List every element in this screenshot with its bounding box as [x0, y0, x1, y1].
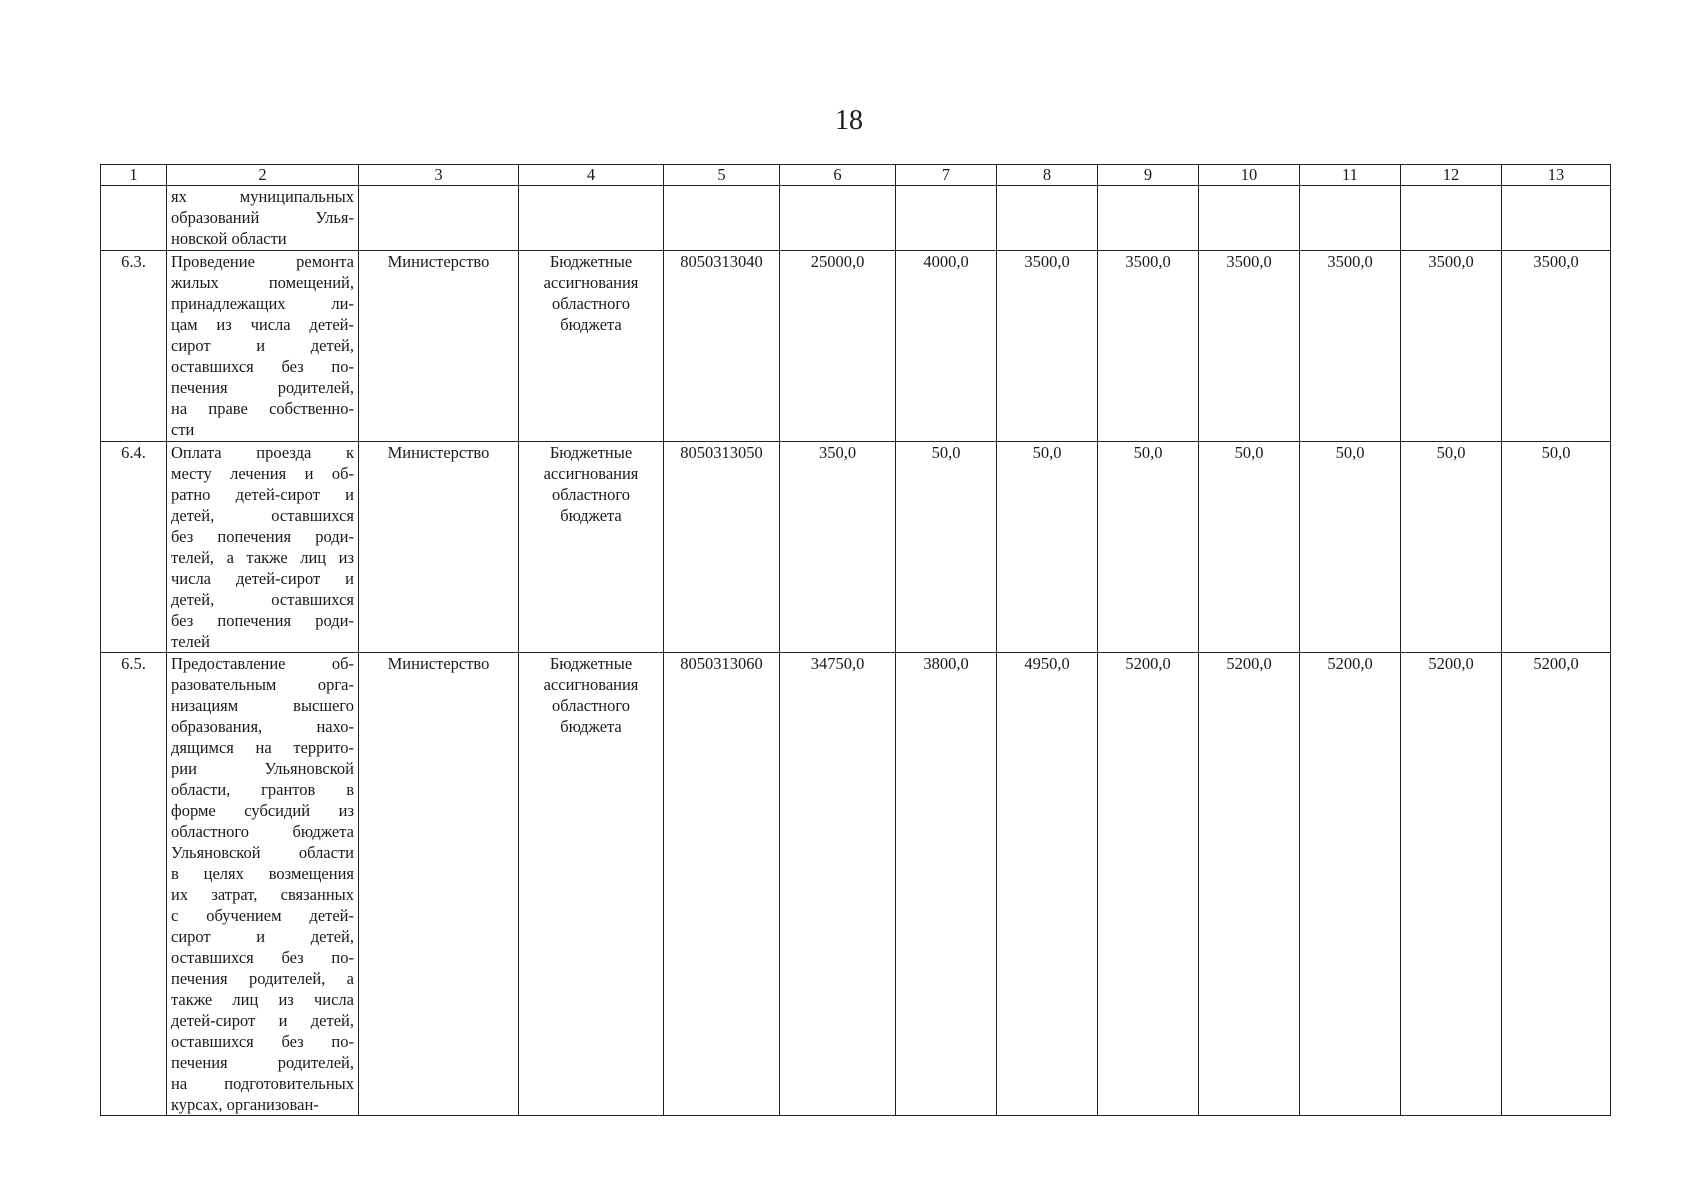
description-line: принадлежащих ли- [171, 294, 354, 313]
cell-value: 3500,0 [997, 251, 1098, 442]
cell-source: Бюджетные ассигнования областного бюджета [519, 653, 664, 1116]
cell-value: 4950,0 [997, 653, 1098, 1116]
description-line: низациям высшего [171, 696, 354, 715]
cell-value [1401, 186, 1502, 251]
description-line: печения родителей, [171, 378, 354, 397]
cell-value: 3500,0 [1199, 251, 1300, 442]
description-line: Ульяновской области [171, 843, 354, 862]
description-line: на праве собственно- [171, 399, 354, 418]
cell-value: 3500,0 [1098, 251, 1199, 442]
cell-value: 3800,0 [896, 653, 997, 1116]
cell-value: 4000,0 [896, 251, 997, 442]
cell-executor [359, 186, 519, 251]
cell-num: 6.4. [101, 442, 167, 653]
description-line: телей, а также лиц из [171, 548, 354, 567]
column-header-2: 2 [167, 165, 359, 186]
cell-value: 5200,0 [1401, 653, 1502, 1116]
cell-executor: Министерство [359, 251, 519, 442]
cell-value: 34750,0 [780, 653, 896, 1116]
description-line: разовательным орга- [171, 675, 354, 694]
cell-value: 3500,0 [1502, 251, 1611, 442]
cell-value: 3500,0 [1401, 251, 1502, 442]
cell-value [1098, 186, 1199, 251]
description-line: ратно детей-сирот и [171, 485, 354, 504]
description-line: форме субсидий из [171, 801, 354, 820]
description-line: в целях возмещения [171, 864, 354, 883]
cell-value: 50,0 [997, 442, 1098, 653]
cell-value [997, 186, 1098, 251]
cell-description [167, 251, 359, 442]
cell-value: 25000,0 [780, 251, 896, 442]
description-line: детей-сирот и детей, [171, 1011, 354, 1030]
description-line: новской области [171, 229, 287, 248]
column-header-5: 5 [664, 165, 780, 186]
page-number: 18 [835, 105, 863, 136]
description-line: детей, оставшихся [171, 590, 354, 609]
description-line: с обучением детей- [171, 906, 354, 925]
description-line: курсах, организован- [171, 1095, 319, 1114]
description-line: образования, нахо- [171, 717, 354, 736]
cell-value: 50,0 [1502, 442, 1611, 653]
column-header-6: 6 [780, 165, 896, 186]
description-line: печения родителей, а [171, 969, 354, 988]
cell-description [167, 186, 359, 251]
description-line: оставшихся без по- [171, 357, 354, 376]
description-line: телей [171, 632, 210, 651]
description-line: без попечения роди- [171, 611, 354, 630]
description-line: цам из числа детей- [171, 315, 354, 334]
cell-value: 50,0 [1401, 442, 1502, 653]
description-line: сирот и детей, [171, 336, 354, 355]
cell-description [167, 442, 359, 653]
description-line: детей, оставшихся [171, 506, 354, 525]
cell-num: 6.3. [101, 251, 167, 442]
description-line: на подготовительных [171, 1074, 354, 1093]
cell-value: 3500,0 [1300, 251, 1401, 442]
description-line: их затрат, связанных [171, 885, 354, 904]
table-row-continuation [101, 186, 1611, 251]
cell-description [167, 653, 359, 1116]
description-line: оставшихся без по- [171, 948, 354, 967]
cell-value: 50,0 [1300, 442, 1401, 653]
cell-value: 50,0 [896, 442, 997, 653]
description-line: ях муниципальных [171, 187, 354, 206]
column-header-12: 12 [1401, 165, 1502, 186]
description-line: также лиц из числа [171, 990, 354, 1009]
cell-value [1199, 186, 1300, 251]
cell-code: 8050313050 [664, 442, 780, 653]
description-line: рии Ульяновской [171, 759, 354, 778]
cell-value [1300, 186, 1401, 251]
description-line: числа детей-сирот и [171, 569, 354, 588]
description-line: области, грантов в [171, 780, 354, 799]
cell-executor: Министерство [359, 442, 519, 653]
cell-code: 8050313060 [664, 653, 780, 1116]
column-header-11: 11 [1300, 165, 1401, 186]
cell-executor: Министерство [359, 653, 519, 1116]
cell-source: Бюджетные ассигнования областного бюджета [519, 442, 664, 653]
column-header-9: 9 [1098, 165, 1199, 186]
cell-value: 50,0 [1199, 442, 1300, 653]
description-line: жилых помещений, [171, 273, 354, 292]
column-header-13: 13 [1502, 165, 1611, 186]
description-line: печения родителей, [171, 1053, 354, 1072]
cell-value [896, 186, 997, 251]
table-row [101, 653, 1611, 1116]
cell-num [101, 186, 167, 251]
description-line: сирот и детей, [171, 927, 354, 946]
cell-value: 5200,0 [1098, 653, 1199, 1116]
cell-value: 5200,0 [1199, 653, 1300, 1116]
table-row [101, 442, 1611, 653]
description-line: дящимся на террито- [171, 738, 354, 757]
cell-value: 5200,0 [1300, 653, 1401, 1116]
cell-value [780, 186, 896, 251]
column-header-4: 4 [519, 165, 664, 186]
table-row [101, 251, 1611, 442]
cell-num: 6.5. [101, 653, 167, 1116]
description-line: областного бюджета [171, 822, 354, 841]
description-line: Оплата проезда к [171, 443, 354, 462]
cell-source [519, 186, 664, 251]
cell-value: 350,0 [780, 442, 896, 653]
description-line: сти [171, 420, 195, 439]
description-line: образований Улья- [171, 208, 354, 227]
column-header-7: 7 [896, 165, 997, 186]
column-header-8: 8 [997, 165, 1098, 186]
description-line: месту лечения и об- [171, 464, 354, 483]
description-line: Проведение ремонта [171, 252, 354, 271]
description-line: без попечения роди- [171, 527, 354, 546]
cell-value: 50,0 [1098, 442, 1199, 653]
header-row [101, 165, 1611, 186]
column-header-1: 1 [101, 165, 167, 186]
description-line: оставшихся без по- [171, 1032, 354, 1051]
cell-value: 5200,0 [1502, 653, 1611, 1116]
budget-table [100, 164, 1611, 1116]
cell-source: Бюджетные ассигнования областного бюджета [519, 251, 664, 442]
description-line: Предоставление об- [171, 654, 354, 673]
cell-code [664, 186, 780, 251]
column-header-3: 3 [359, 165, 519, 186]
column-header-10: 10 [1199, 165, 1300, 186]
cell-code: 8050313040 [664, 251, 780, 442]
cell-value [1502, 186, 1611, 251]
